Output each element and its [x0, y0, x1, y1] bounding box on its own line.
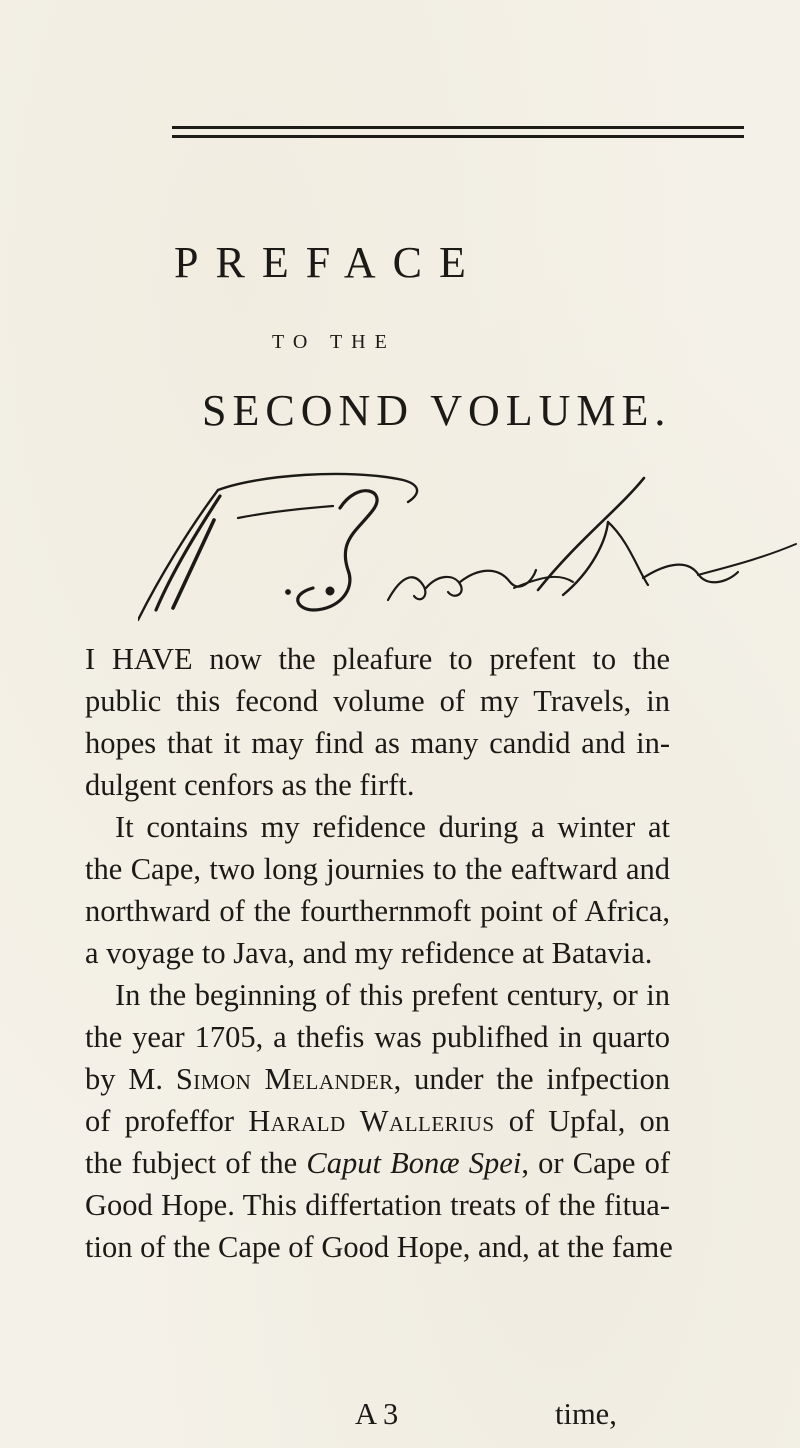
- text-line: Good Hope. This differtation treats of the fitua-: [85, 1188, 670, 1222]
- text-line: of profeffor Harald Wallerius of Upfal, on: [85, 1104, 670, 1138]
- top-rule-thick: [172, 126, 744, 129]
- text-line: hopes that it may find as many candid and in-: [85, 726, 670, 760]
- text-line: the Cape, two long journies to the eaftward and: [85, 852, 670, 886]
- preface-body: [85, 638, 673, 1268]
- person-name: Harald Wallerius: [248, 1104, 495, 1138]
- latin-phrase: Caput Bonæ Spei: [306, 1146, 522, 1180]
- signature-mark: A 3: [355, 1397, 399, 1431]
- page-footer: [85, 1393, 670, 1435]
- text-line: In the beginning of this prefent century, or in: [115, 978, 670, 1012]
- text-line: a voyage to Java, and my refidence at Batavia.: [85, 936, 653, 970]
- text-line: northward of the fourthernmoft point of Africa,: [85, 894, 670, 928]
- text-line: the year 1705, a thefis was publifhed in quarto: [85, 1020, 670, 1054]
- catchword: time,: [555, 1397, 617, 1431]
- page-subtitle: SECOND VOLUME.: [202, 386, 672, 435]
- text-line: tion of the Cape of Good Hope, and, at the fame: [85, 1230, 673, 1264]
- title-connector: TO THE: [272, 331, 396, 353]
- person-name: Simon Melander: [175, 1062, 394, 1096]
- text-line: by M. Simon Melander, under the infpection: [85, 1062, 670, 1096]
- page-title: PREFACE: [174, 238, 483, 287]
- text-line: the fubject of the Caput Bonæ Spei, or Cape of: [85, 1146, 670, 1180]
- text-line: I HAVE now the pleafure to prefent to the: [85, 642, 670, 676]
- handwritten-signature: [138, 470, 798, 630]
- text-line: It contains my refidence during a winter at: [115, 810, 670, 844]
- text-line: dulgent cenfors as the firft.: [85, 768, 415, 802]
- text-line: public this fecond volume of my Travels, in: [85, 684, 670, 718]
- top-rule-thin: [172, 135, 744, 138]
